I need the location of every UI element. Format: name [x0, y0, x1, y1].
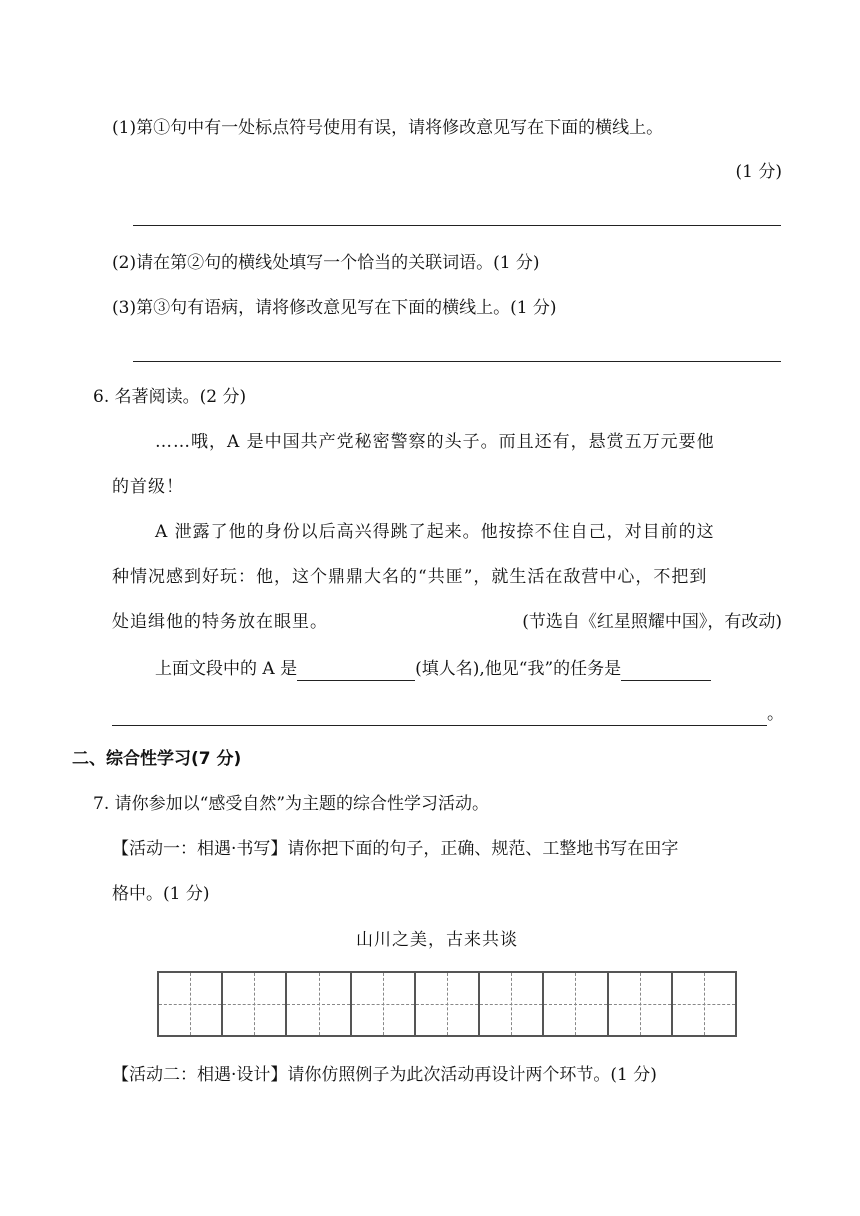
q6-question-part1: 上面文段中的 A 是 — [155, 659, 298, 679]
tianzige-cell[interactable] — [673, 973, 735, 1035]
q5-sub1-text: (1)第①句中有一处标点符号使用有误，请将修改意见写在下面的横线上。 — [112, 118, 664, 138]
q6-task-blank-cont[interactable] — [112, 707, 767, 726]
tianzige-cell[interactable] — [159, 973, 223, 1035]
q6-passage-line: ……哦，A 是中国共产党秘密警察的头子。而且还有，悬赏五万元要他 — [155, 432, 715, 452]
q6-passage-line: 处追缉他的特务放在眼里。 — [112, 612, 328, 632]
q6-title: 6. 名著阅读。(2 分) — [93, 387, 247, 407]
q7-sentence: 山川之美，古来共谈 — [356, 930, 518, 950]
cell-horizontal-guide — [544, 1004, 606, 1005]
q7-activity2-text: 【活动二：相遇·设计】请你仿照例子为此次活动再设计两个环节。(1 分) — [112, 1065, 657, 1085]
q6-answer-continuation — [112, 702, 784, 726]
tianzige-cell[interactable] — [287, 973, 351, 1035]
q5-sub3-answer-line — [133, 361, 781, 362]
cell-horizontal-guide — [609, 1004, 671, 1005]
q6-end-mark: 。 — [767, 704, 784, 724]
q6-passage-line: A 泄露了他的身份以后高兴得跳了起来。他按捺不住自己，对目前的这 — [155, 522, 715, 542]
q6-question-part2: (填人名),他见“我”的任务是 — [415, 659, 622, 679]
q5-sub2-text: (2)请在第②句的横线处填写一个恰当的关联词语。(1 分) — [112, 253, 540, 273]
q5-sub1-score: (1 分) — [735, 162, 782, 182]
q5-sub1-answer-line — [133, 225, 781, 226]
q7-title: 7. 请你参加以“感受自然”为主题的综合性学习活动。 — [93, 794, 490, 814]
q6-name-blank[interactable] — [297, 662, 415, 681]
q6-source: (节选自《红星照耀中国》，有改动) — [522, 612, 782, 632]
q5-sub3-text: (3)第③句有语病，请将修改意见写在下面的横线上。(1 分) — [112, 298, 557, 318]
cell-horizontal-guide — [159, 1004, 221, 1005]
tianzige-cell[interactable] — [223, 973, 287, 1035]
tianzige-cell[interactable] — [544, 973, 608, 1035]
q6-passage-line: 种情况感到好玩：他，这个鼎鼎大名的“共匪”，就生活在敌营中心，不把到 — [112, 567, 708, 587]
tianzige-cell[interactable] — [480, 973, 544, 1035]
q6-task-blank[interactable] — [621, 662, 711, 681]
cell-horizontal-guide — [416, 1004, 478, 1005]
tianzige-grid — [157, 971, 737, 1037]
section-title: 二、综合性学习(7 分) — [72, 749, 242, 769]
tianzige-cell[interactable] — [352, 973, 416, 1035]
q7-activity1-text: 格中。(1 分) — [112, 884, 210, 904]
cell-horizontal-guide — [352, 1004, 414, 1005]
cell-horizontal-guide — [673, 1004, 735, 1005]
tianzige-cell[interactable] — [416, 973, 480, 1035]
q7-activity1-text: 【活动一：相遇·书写】请你把下面的句子，正确、规范、工整地书写在田字 — [112, 839, 679, 859]
q6-passage-line: 的首级！ — [112, 477, 184, 497]
q6-question — [155, 657, 711, 681]
tianzige-cell[interactable] — [609, 973, 673, 1035]
cell-horizontal-guide — [287, 1004, 349, 1005]
cell-horizontal-guide — [480, 1004, 542, 1005]
cell-horizontal-guide — [223, 1004, 285, 1005]
